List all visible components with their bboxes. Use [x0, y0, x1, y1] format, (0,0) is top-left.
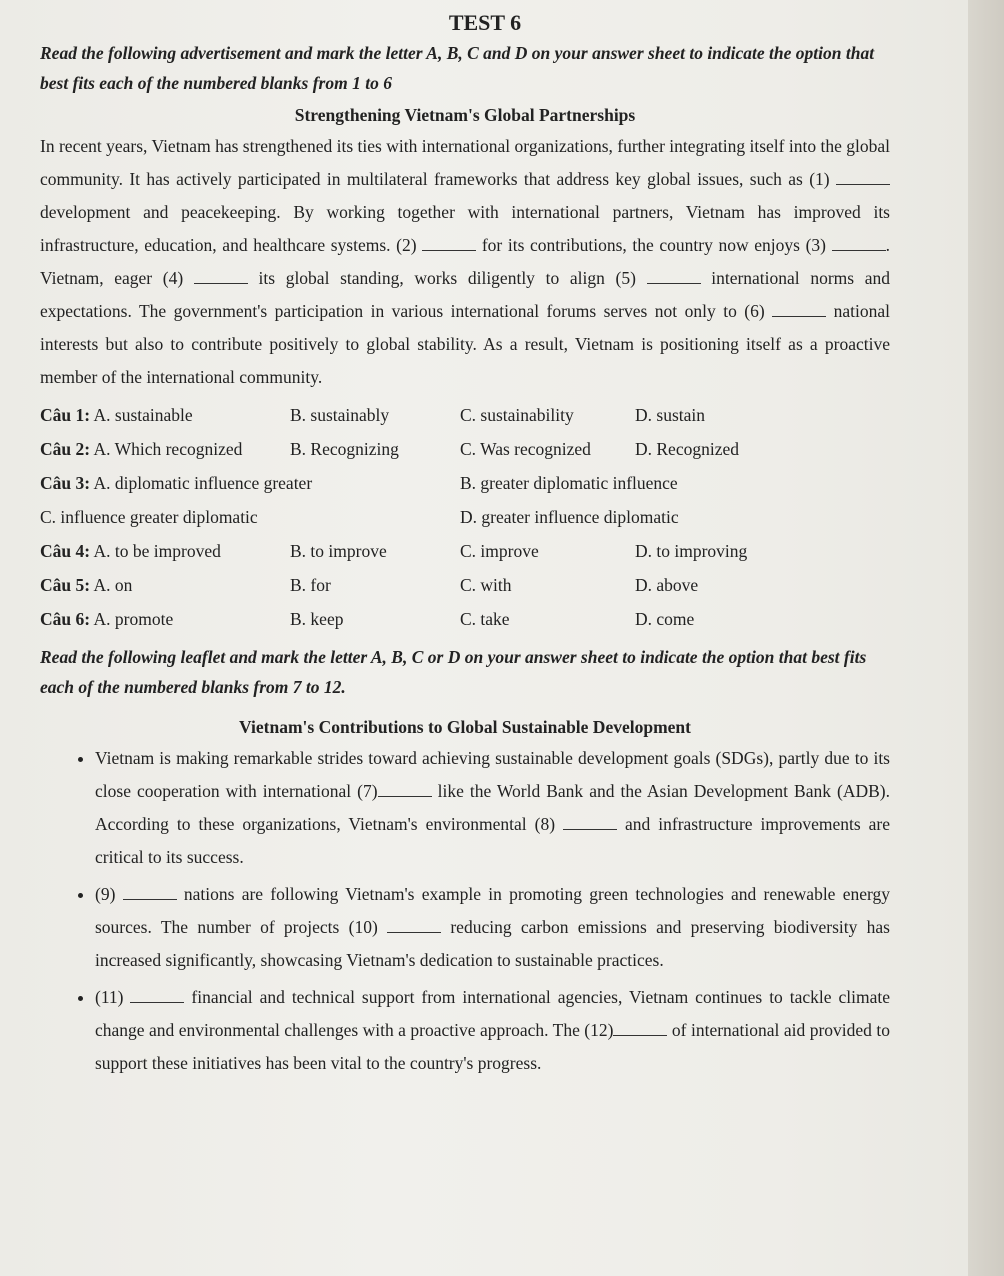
blank-6[interactable]: [772, 302, 826, 317]
test-title: TEST 6: [448, 10, 522, 35]
blank-4[interactable]: [194, 269, 248, 284]
q5-option-b[interactable]: B. for: [290, 575, 331, 595]
part1-passage: In recent years, Vietnam has strengthened its ties with international organizations, further integrating itself into the global community. It has actively participated in multilateral frameworks that address key global issues, such as (1) development and peacekeeping. By working together with international partners, Vietnam has improved its infrastructure, education, and healthcare systems. (2) for its contributions, the country now enjoys (3) . Vietnam, eager (4) its global standing, works diligently to align (5) international norms and expectations. The government's participation in various international forums serves not only to (6) national interests but also to contribute positively to global stability. As a result, Vietnam is positioning itself as a proactive member of the international community.: [40, 136, 891, 387]
blank-8[interactable]: [563, 815, 617, 830]
q5-option-a[interactable]: A. on: [93, 575, 133, 595]
q3-option-d[interactable]: D. greater influence diplomatic: [460, 507, 679, 527]
q4-option-c[interactable]: C. improve: [460, 541, 539, 561]
q2-option-d[interactable]: D. Recognized: [635, 439, 739, 459]
leaflet-bullet-2: • (9) nations are following Vietnam's example in promoting green technologies and renewable energy sources. The number of projects (10) reducing carbon emissions and preserving biodiversity has increased significantly, showcasing Vietnam's dedication to sustainable practices.: [95, 878, 890, 977]
question-6: Câu 6: A. promote B. keep C. take D. come: [40, 602, 890, 636]
q1-option-b[interactable]: B. sustainably: [290, 405, 390, 425]
part2-instruction: Read the following leaflet and mark the letter A, B, C or D on your answer sheet to indicate the option that best fits each of the numbered blanks from 7 to 12.: [40, 647, 867, 697]
q3-option-c[interactable]: C. influence greater diplomatic: [40, 507, 258, 527]
part2-heading: Vietnam's Contributions to Global Sustainable Development: [239, 717, 691, 737]
blank-1[interactable]: [836, 170, 890, 185]
q6-option-d[interactable]: D. come: [635, 609, 695, 629]
q1-option-a[interactable]: A. sustainable: [93, 405, 193, 425]
part1-instruction: Read the following advertisement and mark the letter A, B, C and D on your answer sheet to indicate the option that best fits each of the numbered blanks from 1 to 6: [40, 43, 875, 93]
q3-option-b[interactable]: B. greater diplomatic influence: [460, 473, 678, 493]
question-1: Câu 1: A. sustainable B. sustainably C. sustainability D. sustain: [40, 398, 890, 432]
part1-heading: Strengthening Vietnam's Global Partnerships: [294, 105, 636, 125]
q2-option-c[interactable]: C. Was recognized: [460, 439, 591, 459]
q4-option-d[interactable]: D. to improving: [635, 541, 748, 561]
q5-option-c[interactable]: C. with: [460, 575, 512, 595]
leaflet-bullet-3: • (11) financial and technical support from international agencies, Vietnam continues to tackle climate change and environmental challenges with a proactive approach. The (12) of international aid provided to support these initiatives has been vital to the country's progress.: [95, 981, 890, 1080]
leaflet-list: [40, 742, 890, 1080]
q4-option-b[interactable]: B. to improve: [290, 541, 387, 561]
question-2: Câu 2: A. Which recognized B. Recognizing C. Was recognized D. Recognized: [40, 432, 890, 466]
q2-option-b[interactable]: B. Recognizing: [290, 439, 399, 459]
q6-option-a[interactable]: A. promote: [93, 609, 174, 629]
page-edge-shadow: [968, 0, 1004, 1276]
q4-option-a[interactable]: A. to be improved: [93, 541, 221, 561]
leaflet-bullet-1: • Vietnam is making remarkable strides toward achieving sustainable development goals (SDGs), partly due to its close cooperation with international (7) like the World Bank and the Asian Development Bank (ADB). According to these organizations, Vietnam's environmental (8) and infrastructure improvements are critical to its success.: [95, 742, 890, 874]
q6-option-c[interactable]: C. take: [460, 609, 510, 629]
blank-10[interactable]: [387, 918, 441, 933]
blank-12[interactable]: [613, 1021, 667, 1036]
q6-option-b[interactable]: B. keep: [290, 609, 344, 629]
question-4: Câu 4: A. to be improved B. to improve C. improve D. to improving: [40, 534, 890, 568]
q1-option-c[interactable]: C. sustainability: [460, 405, 574, 425]
blank-3[interactable]: [832, 236, 886, 251]
q3-option-a[interactable]: A. diplomatic influence greater: [93, 473, 313, 493]
question-3: Câu 3: A. diplomatic influence greater B. greater diplomatic influence: [40, 466, 890, 500]
q1-option-d[interactable]: D. sustain: [635, 405, 705, 425]
blank-5[interactable]: [647, 269, 701, 284]
blank-2[interactable]: [422, 236, 476, 251]
q5-option-d[interactable]: D. above: [635, 575, 699, 595]
question-3-row2: [40, 500, 890, 534]
question-5: Câu 5: A. on B. for C. with D. above: [40, 568, 890, 602]
worksheet-content: [40, 8, 890, 1084]
q2-option-a[interactable]: A. Which recognized: [93, 439, 243, 459]
blank-7[interactable]: [378, 782, 432, 797]
blank-9[interactable]: [123, 885, 177, 900]
blank-11[interactable]: [130, 988, 184, 1003]
